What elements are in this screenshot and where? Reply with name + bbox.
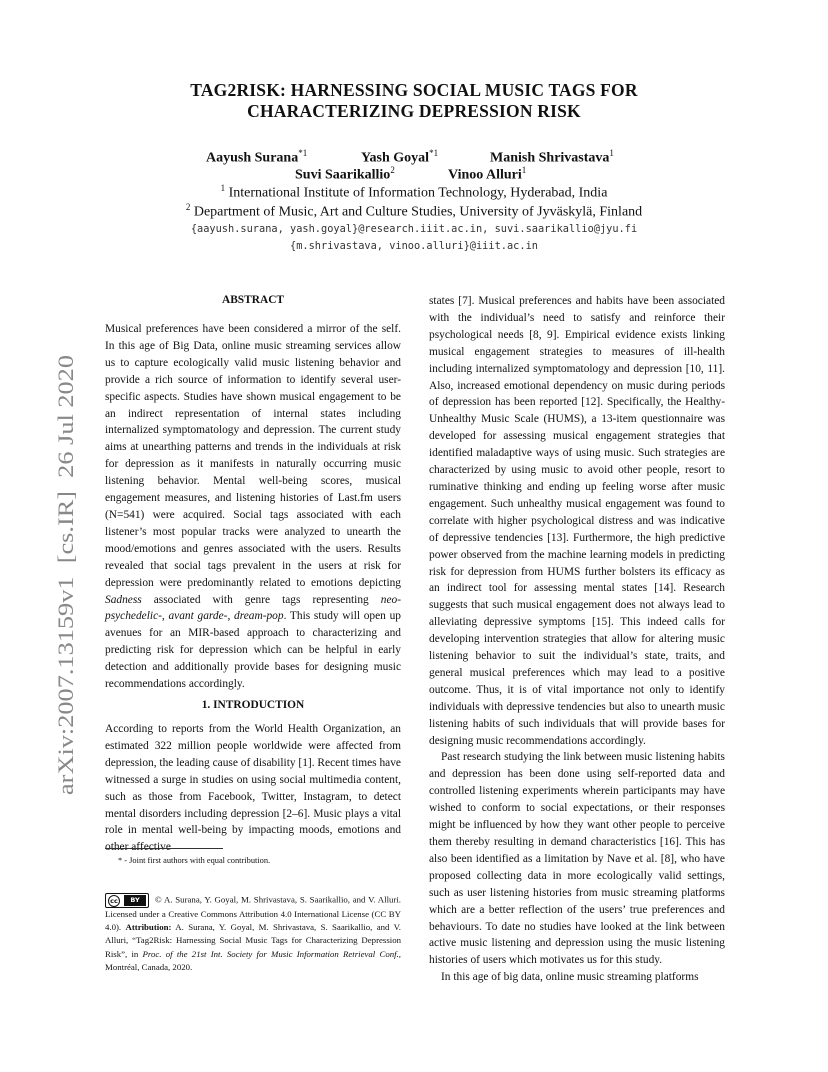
paper-title bbox=[0, 80, 828, 122]
arxiv-stamp-text: arXiv:2007.13159v1 [cs.IR] 26 Jul 2020 bbox=[53, 418, 78, 795]
footnote: * - Joint first authors with equal contribution. bbox=[118, 856, 271, 865]
abstract-body: Musical preferences have been considered a mirror of the self. In this age of Big Data, online music streaming services allow us to capture ecologically valid music listening behavior and provide a rich source of information to identify several user-specific aspects. Studies have shown musical engagement to be an indirect representation of internal states including internalized symptomatology and depression. The current study aims at unearthing patterns and trends in the individuals at risk for depression as it manifests in naturally occurring music listening behavior. Mental well-being scores, musical engagement measures, and listening histories of Last.fm users (N=541) were acquired. Social tags associated with each listener’s most popular tracks were analyzed to unearth the mood/emotions and genres associated with the users. Results revealed that social tags prevalent in the users at risk for depression were predominantly related to emotions depicting Sadness associated with genre tags representing neo-psychedelic-, avant garde-, dream-pop. This study will open up avenues for an MIR-based approach to characterizing and predicting risk for depression which can be helpful in early detection and additionally provide bases for designing music recommendations accordingly. bbox=[105, 323, 401, 691]
license-block: cc BY © A. Surana, Y. Goyal, M. Shrivastava, S. Saarikallio, and V. Alluri. Licensed under a Creative Commons Attribution 4.0 International License (CC BY 4.0). Attribution: A. Surana, Y. Goyal, M. Shrivastava, S. Saarikallio, and V. Alluri, “Tag2Risk: Harnessing Social Music Tags for Characterizing Depression Risk”, in Proc. of the 21st Int. Society for Music Information Retrieval Conf., Montréal, Canada, 2020. bbox=[105, 894, 401, 972]
title-line-2: CHARACTERIZING DEPRESSION RISK bbox=[247, 101, 581, 121]
cc-by-license-icon: cc BY bbox=[105, 893, 149, 908]
right-para-3: In this age of big data, online music streaming platforms bbox=[441, 971, 699, 984]
intro-heading: 1. INTRODUCTION bbox=[201, 699, 305, 711]
author-1: Aayush Surana$^{*1}$ bbox=[206, 148, 308, 166]
intro-body: According to reports from the World Health Organization, an estimated 322 million people worldwide were affected from depression, the leading cause of disability [1]. Recent times have witnessed a surge in studies on using social multimedia content, such as those from Facebook, Twitter, Instagram, to detect mental disorders including depression [2–6]. Music plays a vital role in mental well-being by impacting moods, emotions and bbox=[105, 723, 401, 837]
author-5: Vinoo Alluri$^1$ bbox=[448, 165, 527, 183]
right-para-2: Past research studying the link between music listening habits and depression has been done using self-reported data and controlled listening experiments wherein participants may have wished to conform to social expectations, or their responses might be influenced by how they want other people to perceive them thereby resulting in demand characteristics [16]. This has also been identified as a limitation by Nave et al. [8], who have proposed collecting data in more ecologically valid settings, such as user listening histories from music streaming platforms which are a better reflection of the users’ true preferences and behaviours. To date no studies have looked at the link between active music listening and depression using the music listening histories of users which motivates us for this study. bbox=[429, 751, 725, 967]
email-line-2: {m.shrivastava, vinoo.alluri}@iiit.ac.in bbox=[290, 240, 538, 252]
title-line-1: TAG2RISK: HARNESSING SOCIAL MUSIC TAGS FOR bbox=[190, 80, 638, 100]
author-4: Suvi Saarikallio$^2$ bbox=[295, 165, 395, 183]
footnote-rule bbox=[105, 848, 223, 849]
affiliation-1: $^1$ International Institute of Information Technology, Hyderabad, India bbox=[220, 183, 608, 201]
right-column bbox=[429, 293, 725, 986]
email-line-1: {aayush.surana, yash.goyal}@research.iiit.ac.in, suvi.saarikallio@jyu.fi bbox=[190, 223, 638, 235]
abstract-heading: ABSTRACT bbox=[221, 294, 285, 306]
author-3: Manish Shrivastava$^1$ bbox=[490, 148, 614, 166]
arxiv-stamp bbox=[44, 352, 84, 812]
right-para-1: states [7]. Musical preferences and habits have been associated with the individual’s need to satisfy and reinforce their psychological needs [8, 9]. Empirical evidence exists linking musical engagement strategies to measures of ill-health including internalized symptomatology and depression [10, 11]. Also, increased emotional dependency on music during periods of depression has been reported [12]. Specifically, the Healthy-Unhealthy Music Scale (HUMS), a 13-item questionnaire was developed for assessing musical engagement strategies that identified maladaptive ways of using music. Such strategies are characterized by using music to avoid other people, resort to ruminative thinking and ending up feeling worse after music engagement. Such unhealthy musical engagement was found to correlate with higher psychological distress and was indicative of depressive tendencies [13]. Furthermore, the high predictive power observed from the machine learning models in predicting risk for depression from HUMS further bolsters its efficacy as an indirect tool for assessing mental states [14]. Research suggests that such musical engagement does not always lead to alleviating depressive symptoms [15]. This indeed calls for developing intervention strategies that allow for altering music listening behavior to suit the individual’s state, traits, and general musical preferences which may lead to a positive outcome. Thus, it is of vital importance not only to identify individuals with depressive tendencies but also to unearth music listening habits of such individuals that will provide bases for designing music recommendations accordingly. bbox=[429, 295, 725, 747]
affiliation-2: $^2$ Department of Music, Art and Culture Studies, University of Jyväskylä, Finland bbox=[185, 202, 643, 220]
author-2: Yash Goyal$^{*1}$ bbox=[361, 148, 439, 166]
